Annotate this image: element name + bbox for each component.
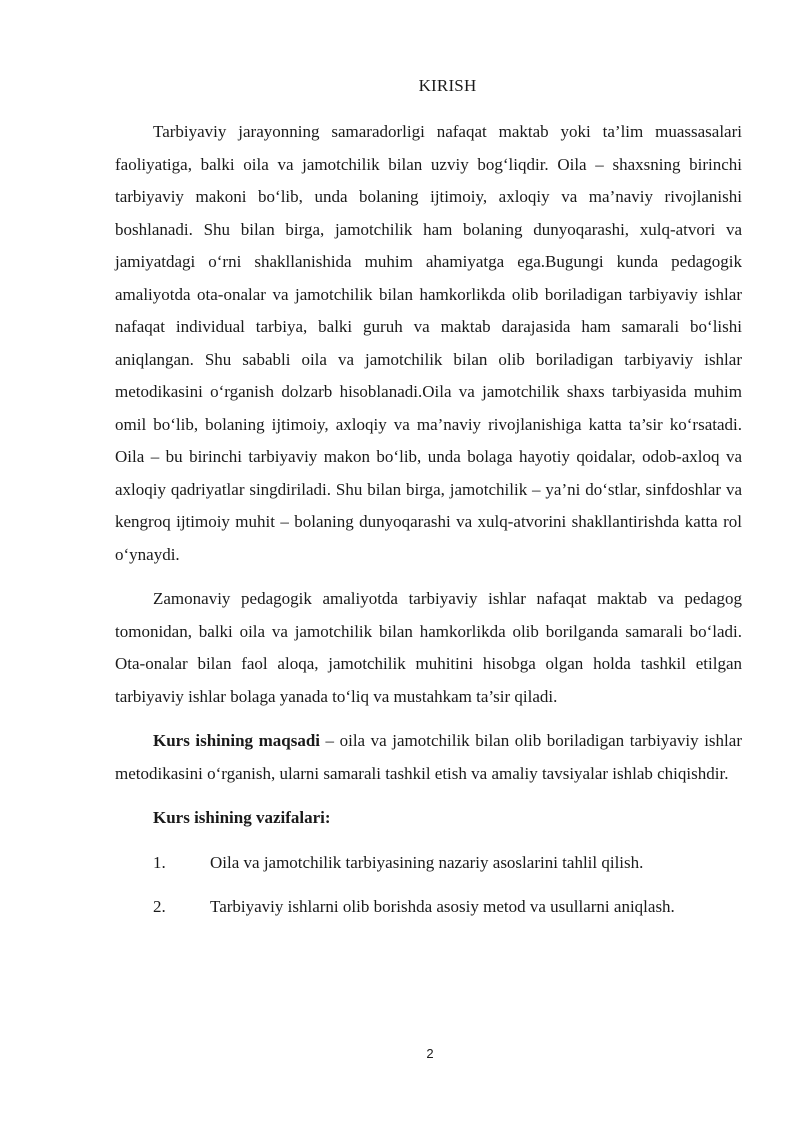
page-number: 2 [426,1046,434,1061]
tasks-heading: Kurs ishining vazifalari: [153,808,331,827]
page-title: KIRISH [418,76,477,95]
list-item [115,847,742,880]
list-item [115,891,742,924]
intro-paragraph: Tarbiyaviy jarayonning samaradorligi nafaqat maktab yoki ta’lim muassasalari faoliyatiga, balki oila va jamotchilik bilan uzviy bog‘liqdir. Oila – shaxsning birinchi tarbiyaviy makoni bo‘lib, unda bolaning ijtimoiy, axloqiy va ma’naviy rivojlanishi boshlanadi. Shu bilan birga, jamotchilik ham bolaning dunyoqarashi, xulq-atvori va jamiyatdagi o‘rni shakllanishida muhim ahamiyatga ega.Bugungi kunda pedagogik amaliyotda ota-onalar va jamotchilik bilan hamkorlikda olib boriladigan tarbiyaviy ishlar nafaqat individual tarbiya, balki guruh va maktab darajasida ham samarali bo‘lishi aniqlangan. Shu sababli oila va jamotchilik bilan olib boriladigan tarbiyaviy ishlar metodikasini o‘rganish dolzarb hisoblanadi.Oila va jamotchilik shaxs tarbiyasida muhim omil bo‘lib, bolaning ijtimoiy, axloqiy va ma’naviy rivojlanishiga katta ta’sir ko‘rsatadi. Oila – bu birinchi tarbiyaviy makon bo‘lib, unda bolaga hayotiy qoidalar, odob-axloq va axloqiy qadriyatlar singdiriladi. Shu bilan birga, jamotchilik – ya’ni do‘stlar, sinfdoshlar va kengroq ijtimoiy muhit – bolaning dunyoqarashi va xulq-atvorini shakllantirishda katta rol o‘ynaydi. [115,122,742,564]
list-item-number: 2. [153,897,166,916]
aim-text: – oila va jamotchilik bilan olib boriladigan tarbiyaviy ishlar metodikasini o‘rganish, ularni samarali tashkil etish va amaliy tavsiyalar ishlab chiqishdir. [115,731,742,783]
list-item-text: Tarbiyaviy ishlarni olib borishda asosiy metod va usullarni aniqlash. [210,897,675,916]
list-item-text: Oila va jamotchilik tarbiyasining nazariy asoslarini tahlil qilish. [210,852,644,872]
modern-practice-paragraph: Zamonaviy pedagogik amaliyotda tarbiyaviy ishlar nafaqat maktab va pedagog tomonidan, balki oila va jamotchilik bilan hamkorlikda olib borilganda samarali bo‘ladi. Ota-onalar bilan faol aloqa, jamotchilik muhitini hisobga olgan holda tashkil etilgan tarbiyaviy ishlar bolaga yanada to‘liq va mustahkam ta’sir qiladi. [115,589,742,706]
aim-label: Kurs ishining maqsadi [153,731,320,750]
list-item-number: 1. [153,852,166,872]
document-body [115,116,742,936]
aim-paragraph [115,725,742,790]
